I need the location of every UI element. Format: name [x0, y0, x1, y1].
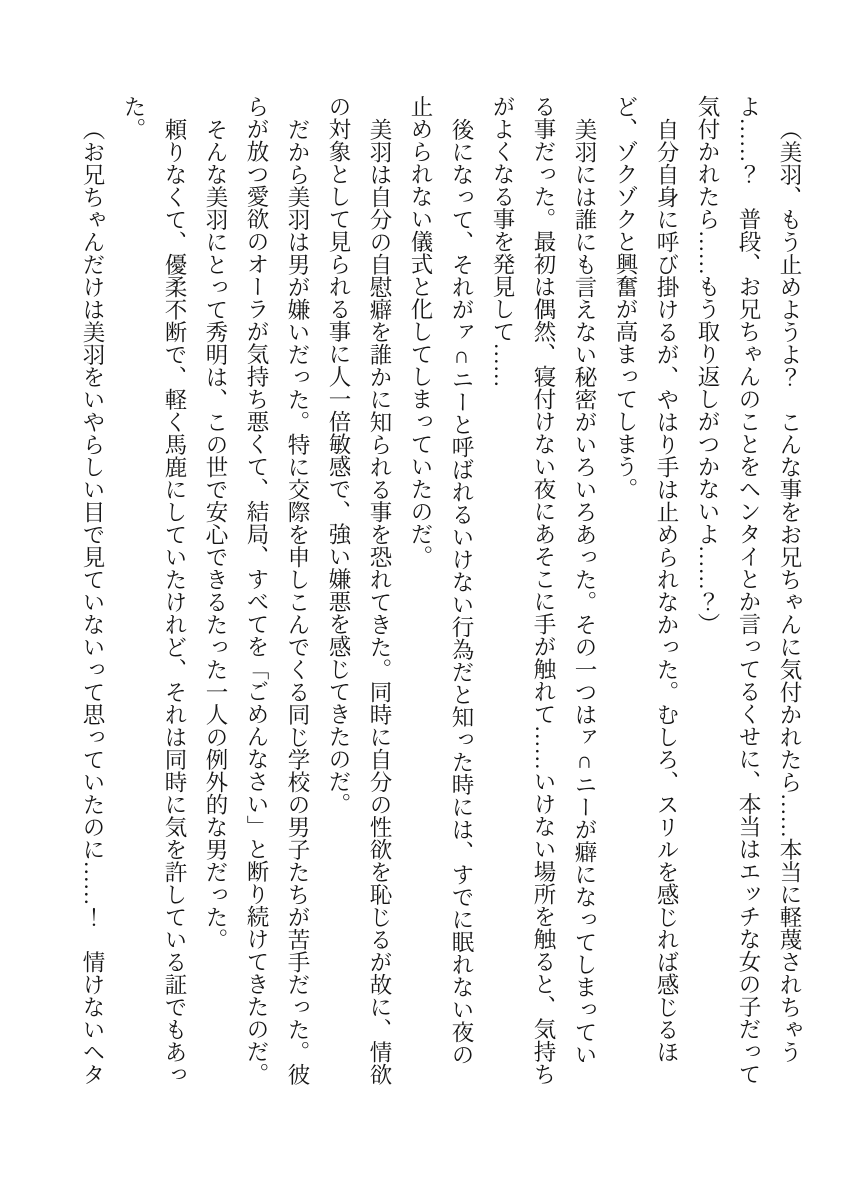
text-run: （お兄ちゃんだけは美羽をいやらしい目で見ていないって思っていたのに……！ 情けないヘタ	[80, 117, 105, 1085]
text-run: だから美羽は男が嫌いだった。特に交際を申しこんでくる同じ学校の男子たちが苦手だった。彼らが放つ愛欲のオーラが気持ち悪くて、結局、すべてを「ごめんなさい」と断り続けてきたのだ。	[244, 95, 310, 1085]
text-run: ニーが癖になってしまっている事だった。最初は偶然、寝付けない夜にあそこに手が触れて……いけない場所を触ると、気持ちがよくなる事を発見して……	[490, 95, 597, 1085]
paragraph	[236, 95, 318, 1085]
text-run: そんな美羽にとって秀明は、この世で安心できるたった一人の例外的な男だった。	[203, 117, 228, 950]
text-run: ニーと呼ばれるいけない行為だと知った時には、すでに眠れない夜の止められない儀式と化してしまっていたのだ。	[408, 95, 474, 1065]
paragraph	[195, 95, 236, 1085]
text-run: （美羽、もう止めようよ？ こんな事をお兄ちゃんに気付かれたら……本当に軽蔑されちゃうよ……？ 普段、お兄ちゃんのことをヘンタイとか言ってるくせに、本当はエッチな女の子だって気付かれたら……もう取り返しがつかないよ……？）	[695, 95, 802, 1085]
text-run: 頼りなくて、優柔不断で、軽く馬鹿にしていたけれど、それは同時に気を許している証でもあった。	[121, 95, 187, 1085]
censor-symbol: ∩	[572, 747, 597, 773]
paragraph	[72, 95, 113, 1085]
vertical-text-block	[72, 95, 810, 1085]
censor-symbol: ∩	[449, 342, 474, 368]
text-run: 後になって、それがァ	[449, 117, 474, 343]
paragraph	[318, 95, 400, 1085]
text-run: 自分自身に呼び掛けるが、やはり手は止められなかった。むしろ、スリルを感じれば感じるほど、ゾクゾクと興奮が高まってしまう。	[613, 95, 679, 1063]
paragraph	[482, 95, 605, 1085]
paragraph	[113, 95, 195, 1085]
text-run: 美羽は自分の自慰癖を誰かに知られる事を恐れてきた。同時に自分の性欲を恥じるが故に、情欲の対象として見られる事に人一倍敏感で、強い嫌悪を感じてきたのだ。	[326, 95, 392, 1085]
paragraph	[605, 95, 687, 1085]
text-run: 美羽には誰にも言えない秘密がいろいろあった。その一つはァ	[572, 117, 597, 748]
paragraph	[687, 95, 810, 1085]
paragraph	[400, 95, 482, 1085]
